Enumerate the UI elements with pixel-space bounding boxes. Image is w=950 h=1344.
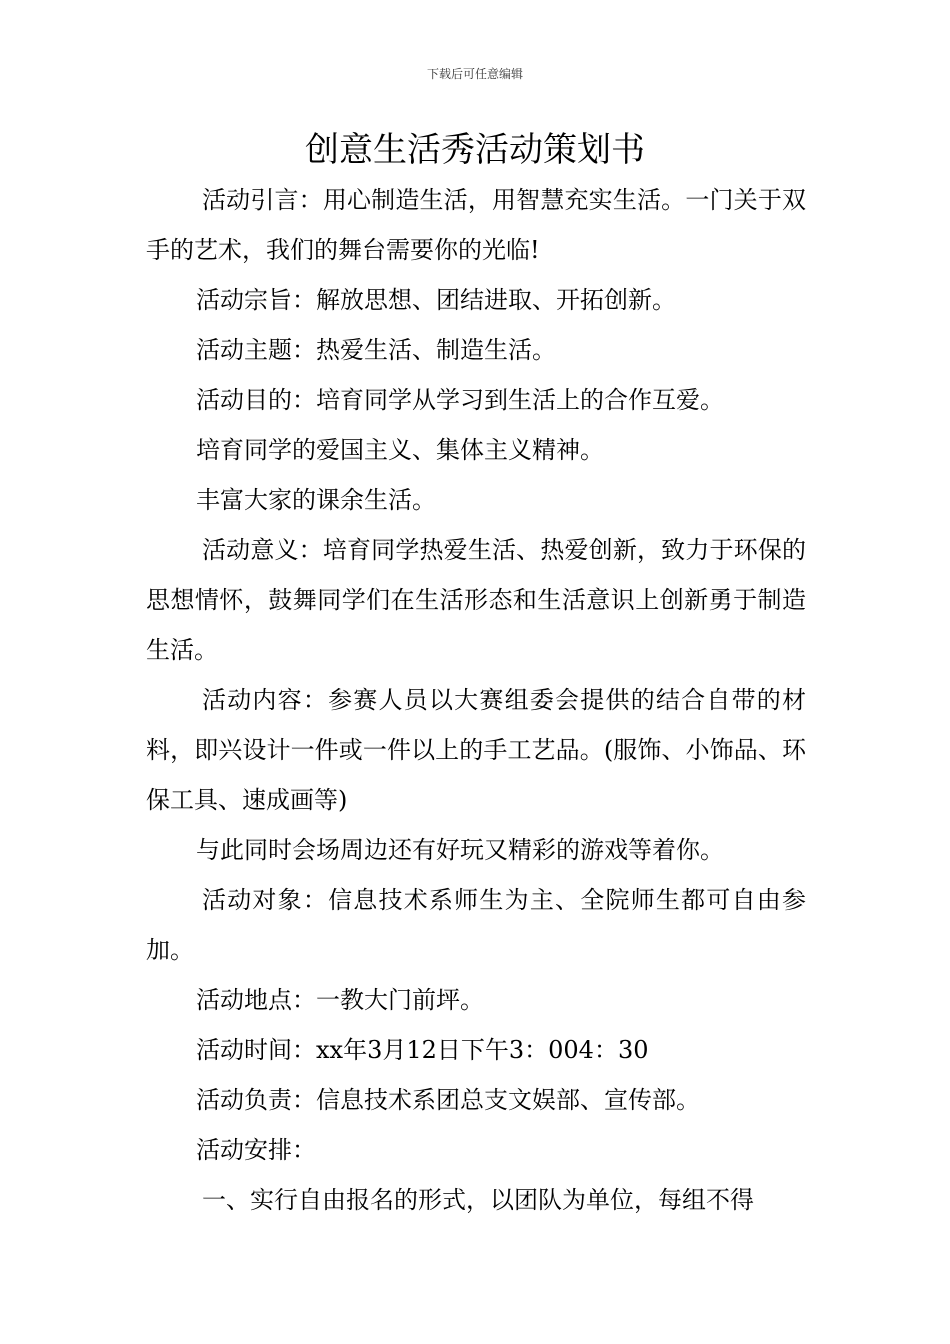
paragraph-participants: 活动对象：信息技术系师生为主、全院师生都可自由参加。	[146, 886, 806, 964]
paragraph-content: 活动内容：参赛人员以大赛组委会提供的结合自带的材料，即兴设计一件或一件以上的手工艺品。(服饰、小饰品、环保工具、速成画等)	[146, 686, 806, 814]
document-title: 创意生活秀活动策划书	[305, 130, 645, 170]
paragraph-schedule-item-1: 一、实行自由报名的形式，以团队为单位，每组不得	[202, 1186, 754, 1214]
paragraph-significance: 活动意义：培育同学热爱生活、热爱创新，致力于环保的思想情怀，鼓舞同学们在生活形态和生活意识上创新勇于制造生活。	[146, 536, 806, 664]
paragraph-introduction: 活动引言：用心制造生活，用智慧充实生活。一门关于双手的艺术，我们的舞台需要你的光临!	[146, 186, 806, 264]
document-body	[146, 175, 806, 1225]
paragraph-time: 活动时间：xx年3月12日下午3：004：30	[196, 1036, 649, 1064]
paragraph-purpose: 活动宗旨：解放思想、团结进取、开拓创新。	[196, 286, 676, 314]
paragraph-location: 活动地点：一教大门前坪。	[196, 986, 484, 1014]
paragraph-games: 与此同时会场周边还有好玩又精彩的游戏等着你。	[196, 836, 724, 864]
paragraph-schedule-heading: 活动安排：	[196, 1136, 316, 1164]
paragraph-theme: 活动主题：热爱生活、制造生活。	[196, 336, 556, 364]
paragraph-goal: 活动目的：培育同学从学习到生活上的合作互爱。	[196, 386, 724, 414]
page-header-note: 下载后可任意编辑	[426, 67, 523, 81]
paragraph-goal-3: 丰富大家的课余生活。	[196, 486, 436, 514]
paragraph-organizer: 活动负责：信息技术系团总支文娱部、宣传部。	[196, 1086, 700, 1114]
paragraph-goal-2: 培育同学的爱国主义、集体主义精神。	[196, 436, 604, 464]
